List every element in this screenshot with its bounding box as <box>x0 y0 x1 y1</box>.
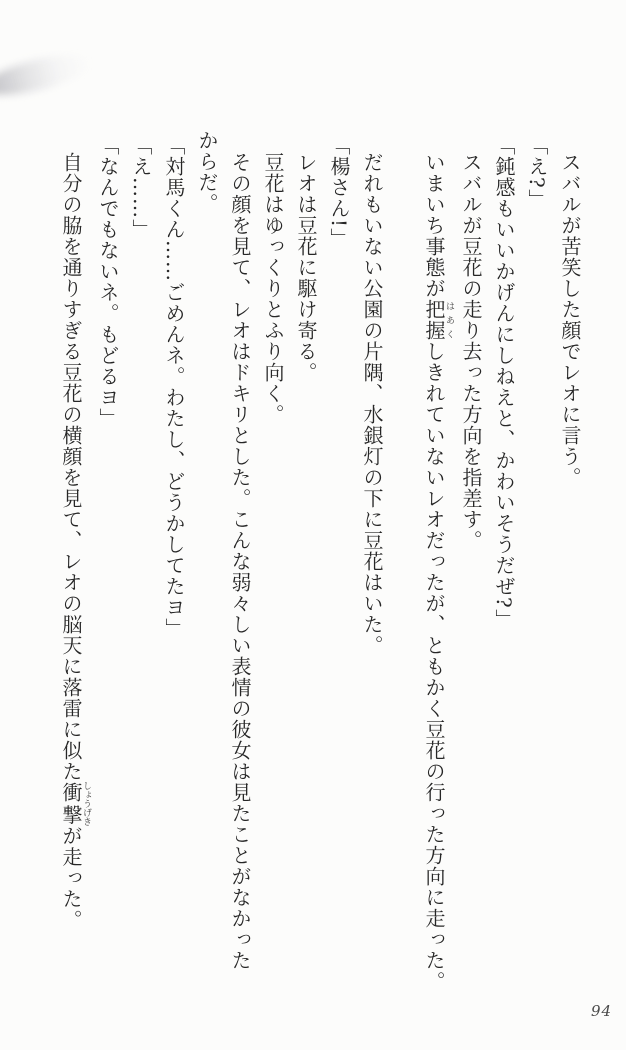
text-column: 「なんでもないネ。もどるヨ」 <box>96 135 120 429</box>
text-column: 「え……」 <box>129 135 153 240</box>
text-block <box>58 130 586 1016</box>
text-column: スバルが豆花の走り去った方向を指差す。 <box>459 152 483 551</box>
text-column: だれもいない公園の片隅、水銀灯の下に豆花はいた。 <box>360 152 384 656</box>
scan-smudge <box>0 47 94 103</box>
text-column: からだ。 <box>195 130 219 214</box>
page-number: 94 <box>591 1002 613 1020</box>
text-column: 「鈍感もいいかげんにしねえと、かわいそうだぜ?」 <box>492 135 516 630</box>
text-column: 自分の脇を通りすぎる豆花の横顔を見て、レオの脳天に落雷に似た衝撃しょうげきが走った。 <box>59 152 91 931</box>
text-column: 豆花はゆっくりとふり向く。 <box>261 152 285 425</box>
ruby-annotated-word: 把握はあく <box>422 299 454 341</box>
furigana: はあく <box>444 299 454 341</box>
text-column: 「え?」 <box>525 135 549 210</box>
text-column: 「楊さん!」 <box>327 135 351 250</box>
ruby-annotated-word: 衝撃しょうげき <box>59 781 91 827</box>
text-column: いまいち事態が把握はあくしきれていないレオだったが、ともかく豆花の行った方向に走った。 <box>422 152 454 992</box>
furigana: しょうげき <box>81 781 91 827</box>
text-column: その顔を見て、レオはドキリとした。こんな弱々しい表情の彼女は見たことがなかった <box>228 152 252 971</box>
text-column: スバルが苦笑した顔でレオに言う。 <box>558 152 582 488</box>
text-column: レオは豆花に駆け寄る。 <box>294 152 318 383</box>
text-column: 「対馬くん……ごめんネ。わたし、どうかしてたヨ」 <box>162 135 186 639</box>
